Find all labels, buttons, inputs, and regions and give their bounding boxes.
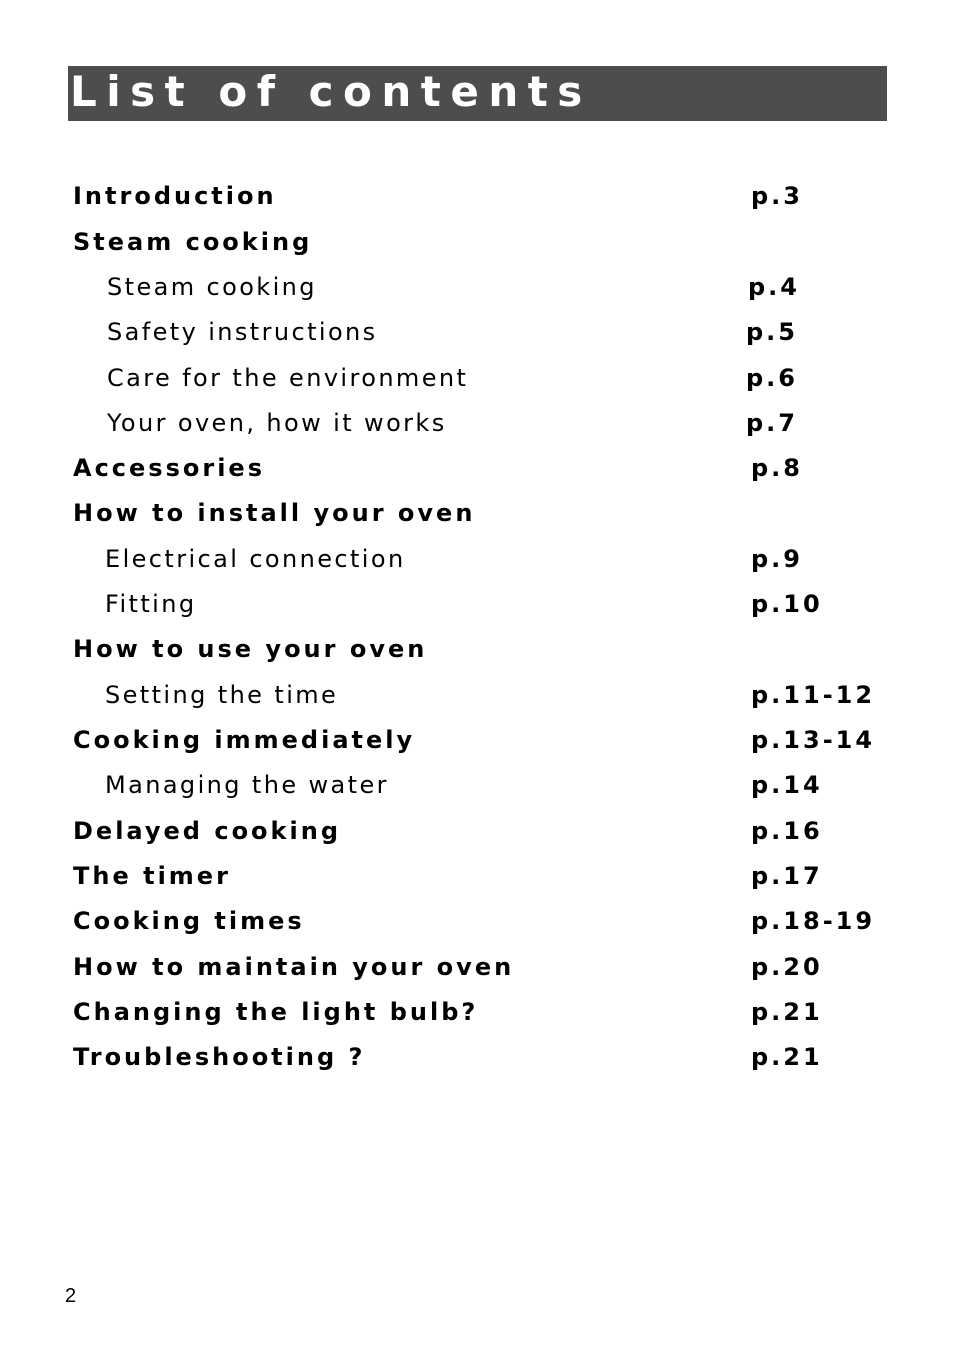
toc-entry-safety-instructions[interactable] [0,316,954,348]
toc-entry-page: p.16 [751,817,823,845]
toc-entry-page: p.7 [746,409,798,437]
toc-entry-steam-cooking[interactable] [0,271,954,303]
toc-entry-label: Troubleshooting ? [73,1043,366,1071]
toc-entry-label: Your oven, how it works [107,409,447,437]
toc-section-use-oven [0,633,954,665]
page-number: 2 [65,1285,77,1307]
toc-entry-your-oven[interactable] [0,407,954,439]
toc-section-install-oven [0,497,954,529]
toc-entry-label: Safety instructions [107,318,378,346]
toc-section-steam-cooking [0,226,954,258]
toc-entry-page: p.8 [751,454,803,482]
toc-entry-label: How to install your oven [73,499,476,527]
toc-entry-label: How to maintain your oven [73,953,515,981]
toc-entry-page: p.5 [746,318,798,346]
toc-entry-page: p.20 [751,953,823,981]
toc-entry-label: Setting the time [105,681,339,709]
toc-entry-timer[interactable] [0,860,954,892]
toc-entry-label: Cooking immediately [73,726,416,754]
toc-entry-page: p.9 [751,545,803,573]
toc-entry-cooking-times[interactable] [0,905,954,937]
toc-entry-care-for-environment[interactable] [0,362,954,394]
toc-entry-light-bulb[interactable] [0,996,954,1028]
toc-entry-setting-time[interactable] [0,679,954,711]
toc-entry-label: Steam cooking [107,273,317,301]
page-title: List of contents [70,67,592,116]
toc-entry-electrical-connection[interactable] [0,543,954,575]
toc-entry-label: Fitting [105,590,197,618]
toc-entry-fitting[interactable] [0,588,954,620]
toc-entry-page: p.17 [751,862,823,890]
toc-entry-page: p.10 [751,590,823,618]
toc-entry-label: Changing the light bulb? [73,998,479,1026]
toc-entry-page: p.18-19 [751,907,876,935]
toc-entry-cooking-immediately[interactable] [0,724,954,756]
toc-entry-label: Managing the water [105,771,389,799]
toc-entry-label: Steam cooking [73,228,313,256]
toc-entry-label: Electrical connection [105,545,406,573]
toc-entry-page: p.11-12 [751,681,876,709]
toc-entry-label: Care for the environment [107,364,469,392]
toc-entry-page: p.13-14 [751,726,876,754]
toc-entry-introduction[interactable] [0,180,954,212]
toc-entry-page: p.21 [751,1043,823,1071]
toc-entry-label: Cooking times [73,907,305,935]
toc-entry-maintain-oven[interactable] [0,951,954,983]
toc-entry-page: p.14 [751,771,823,799]
toc-entry-managing-water[interactable] [0,769,954,801]
toc-entry-delayed-cooking[interactable] [0,815,954,847]
toc-entry-label: How to use your oven [73,635,428,663]
toc-entry-page: p.4 [748,273,800,301]
toc-entry-label: Delayed cooking [73,817,341,845]
toc-entry-page: p.3 [751,182,803,210]
toc-entry-accessories[interactable] [0,452,954,484]
toc-entry-troubleshooting[interactable] [0,1041,954,1073]
toc-entry-label: Introduction [73,182,277,210]
toc-entry-label: The timer [73,862,231,890]
toc-entry-page: p.6 [746,364,798,392]
toc-entry-page: p.21 [751,998,823,1026]
toc-entry-label: Accessories [73,454,265,482]
